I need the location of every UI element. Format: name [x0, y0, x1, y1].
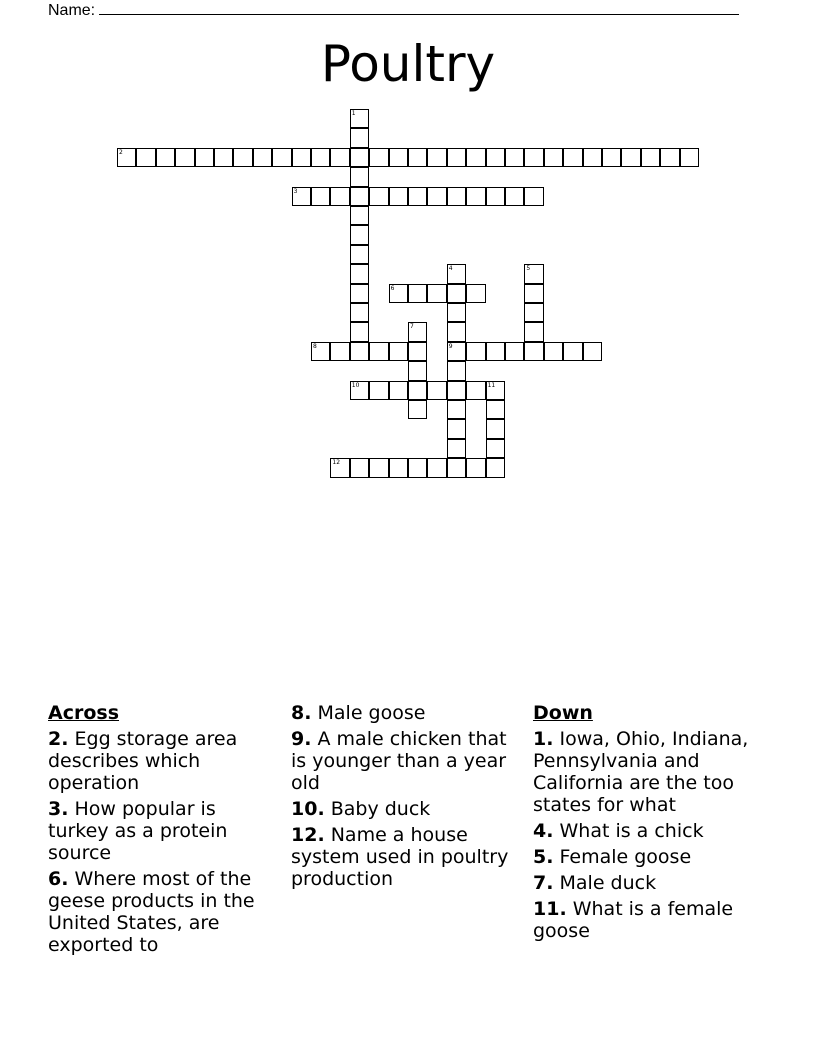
grid-cell[interactable] [136, 148, 155, 167]
grid-cell[interactable] [175, 148, 194, 167]
grid-cell[interactable] [427, 381, 446, 400]
grid-cell[interactable] [447, 361, 466, 380]
grid-cell[interactable] [350, 322, 369, 341]
grid-cell[interactable] [389, 148, 408, 167]
grid-cell[interactable] [350, 303, 369, 322]
grid-cell[interactable] [621, 148, 640, 167]
grid-cell[interactable] [524, 264, 543, 283]
clue-number: 4 [448, 265, 453, 273]
grid-cell[interactable] [330, 342, 349, 361]
clue-across-3: 3. How popular is turkey as a protein source [48, 798, 228, 864]
name-label: Name: [48, 2, 96, 19]
clue-number: 2 [119, 148, 123, 156]
grid-cell[interactable] [524, 148, 543, 167]
grid-cell[interactable] [486, 381, 505, 400]
grid-cell[interactable] [389, 381, 408, 400]
grid-cell[interactable] [350, 109, 369, 128]
grid-cell[interactable] [544, 148, 563, 167]
crossword-grid [0, 0, 816, 520]
grid-cell[interactable] [486, 342, 505, 361]
grid-cell[interactable] [117, 148, 136, 167]
grid-cell[interactable] [330, 187, 349, 206]
grid-cell[interactable] [447, 342, 466, 361]
grid-cell[interactable] [369, 187, 388, 206]
grid-cell[interactable] [524, 342, 543, 361]
grid-cell[interactable] [350, 458, 369, 477]
grid-cell[interactable] [486, 419, 505, 438]
grid-cell[interactable] [369, 381, 388, 400]
grid-cell[interactable] [447, 303, 466, 322]
clue-down-7: 7. Male duck [533, 872, 657, 894]
grid-cell[interactable] [272, 148, 291, 167]
grid-cell[interactable] [486, 458, 505, 477]
grid-cell[interactable] [466, 458, 485, 477]
clue-across-6: 6. Where most of the geese products in the United States, are exported to [48, 868, 255, 956]
grid-cell[interactable] [524, 187, 543, 206]
grid-cell[interactable] [330, 148, 349, 167]
across-clues-column-1 [48, 702, 280, 960]
grid-cell[interactable] [156, 148, 175, 167]
clue-number: 10 [351, 381, 360, 389]
grid-cell[interactable] [583, 342, 602, 361]
grid-cell[interactable] [447, 458, 466, 477]
grid-cell[interactable] [602, 148, 621, 167]
grid-cell[interactable] [408, 400, 427, 419]
grid-cell[interactable] [350, 245, 369, 264]
clue-number: 7 [410, 323, 414, 331]
across-clues-column-2 [291, 702, 523, 894]
grid-cell[interactable] [427, 284, 446, 303]
grid-cell[interactable] [408, 148, 427, 167]
grid-cell[interactable] [214, 148, 233, 167]
grid-cell[interactable] [195, 148, 214, 167]
grid-cell[interactable] [408, 284, 427, 303]
grid-cell[interactable] [544, 342, 563, 361]
grid-cell[interactable] [447, 187, 466, 206]
grid-cell[interactable] [524, 303, 543, 322]
clue-down-4: 4. What is a chick [533, 820, 704, 842]
grid-cell[interactable] [486, 148, 505, 167]
grid-cell[interactable] [447, 419, 466, 438]
clue-across-12: 12. Name a house system used in poultry production [291, 824, 509, 890]
grid-cell[interactable] [486, 400, 505, 419]
grid-cell[interactable] [427, 187, 446, 206]
grid-cell[interactable] [350, 225, 369, 244]
grid-cell[interactable] [408, 322, 427, 341]
grid-cell[interactable] [369, 148, 388, 167]
grid-cell[interactable] [641, 148, 660, 167]
grid-cell[interactable] [350, 264, 369, 283]
grid-cell[interactable] [389, 284, 408, 303]
grid-cell[interactable] [350, 342, 369, 361]
grid-cell[interactable] [408, 458, 427, 477]
grid-cell[interactable] [233, 148, 252, 167]
grid-cell[interactable] [292, 148, 311, 167]
grid-cell[interactable] [350, 167, 369, 186]
grid-cell[interactable] [408, 381, 427, 400]
grid-cell[interactable] [350, 284, 369, 303]
grid-cell[interactable] [350, 381, 369, 400]
grid-cell[interactable] [350, 128, 369, 147]
grid-cell[interactable] [466, 381, 485, 400]
clue-number: 1 [351, 110, 356, 117]
clue-down-5: 5. Female goose [533, 846, 692, 868]
grid-cell[interactable] [660, 148, 679, 167]
grid-cell[interactable] [311, 187, 330, 206]
clue-down-11: 11. What is a female goose [533, 898, 734, 942]
grid-cell[interactable] [583, 148, 602, 167]
grid-cell[interactable] [466, 187, 485, 206]
grid-cell[interactable] [369, 342, 388, 361]
grid-cell[interactable] [524, 322, 543, 341]
clue-across-10: 10. Baby duck [291, 798, 431, 820]
grid-cell[interactable] [369, 458, 388, 477]
clue-number: 11 [487, 381, 496, 389]
grid-cell[interactable] [447, 148, 466, 167]
grid-cell[interactable] [330, 458, 349, 477]
grid-cell[interactable] [486, 439, 505, 458]
down-heading: Down [533, 702, 593, 724]
grid-cell[interactable] [311, 148, 330, 167]
grid-cell[interactable] [427, 148, 446, 167]
clue-across-8: 8. Male goose [291, 702, 426, 724]
clue-number: 5 [526, 265, 531, 273]
grid-cell[interactable] [563, 342, 582, 361]
grid-cell[interactable] [447, 322, 466, 341]
grid-cell[interactable] [524, 284, 543, 303]
grid-cell[interactable] [408, 342, 427, 361]
grid-cell[interactable] [505, 342, 524, 361]
clue-number: 6 [390, 284, 395, 292]
grid-cell[interactable] [447, 439, 466, 458]
page-title: Poultry [320, 35, 496, 93]
grid-cell[interactable] [505, 148, 524, 167]
clue-across-9: 9. A male chicken that is younger than a year old [291, 728, 507, 794]
clue-down-1: 1. Iowa, Ohio, Indiana, Pennsylvania and California are the too states for what [533, 728, 749, 816]
grid-cell[interactable] [408, 187, 427, 206]
grid-cell[interactable] [447, 264, 466, 283]
grid-cell[interactable] [350, 187, 369, 206]
across-heading: Across [48, 702, 120, 724]
clue-number: 3 [293, 187, 298, 195]
grid-cell[interactable] [466, 342, 485, 361]
grid-cell[interactable] [292, 187, 311, 206]
grid-cell[interactable] [253, 148, 272, 167]
grid-cell[interactable] [447, 381, 466, 400]
grid-cell[interactable] [563, 148, 582, 167]
grid-cell[interactable] [680, 148, 699, 167]
grid-cell[interactable] [486, 187, 505, 206]
grid-cell[interactable] [350, 148, 369, 167]
grid-cell[interactable] [427, 458, 446, 477]
grid-cell[interactable] [389, 342, 408, 361]
grid-cell[interactable] [505, 187, 524, 206]
grid-cell[interactable] [447, 284, 466, 303]
grid-cell[interactable] [466, 148, 485, 167]
grid-cell[interactable] [311, 342, 330, 361]
clue-number: 12 [332, 459, 341, 467]
clue-number: 8 [313, 342, 317, 350]
clue-number: 9 [448, 342, 453, 350]
down-clues-column [533, 702, 765, 946]
grid-cell[interactable] [389, 458, 408, 477]
grid-cell[interactable] [447, 400, 466, 419]
grid-cell[interactable] [408, 361, 427, 380]
grid-cell[interactable] [350, 206, 369, 225]
grid-cell[interactable] [466, 284, 485, 303]
clue-across-2: 2. Egg storage area describes which operation [48, 728, 238, 794]
grid-cell[interactable] [389, 187, 408, 206]
